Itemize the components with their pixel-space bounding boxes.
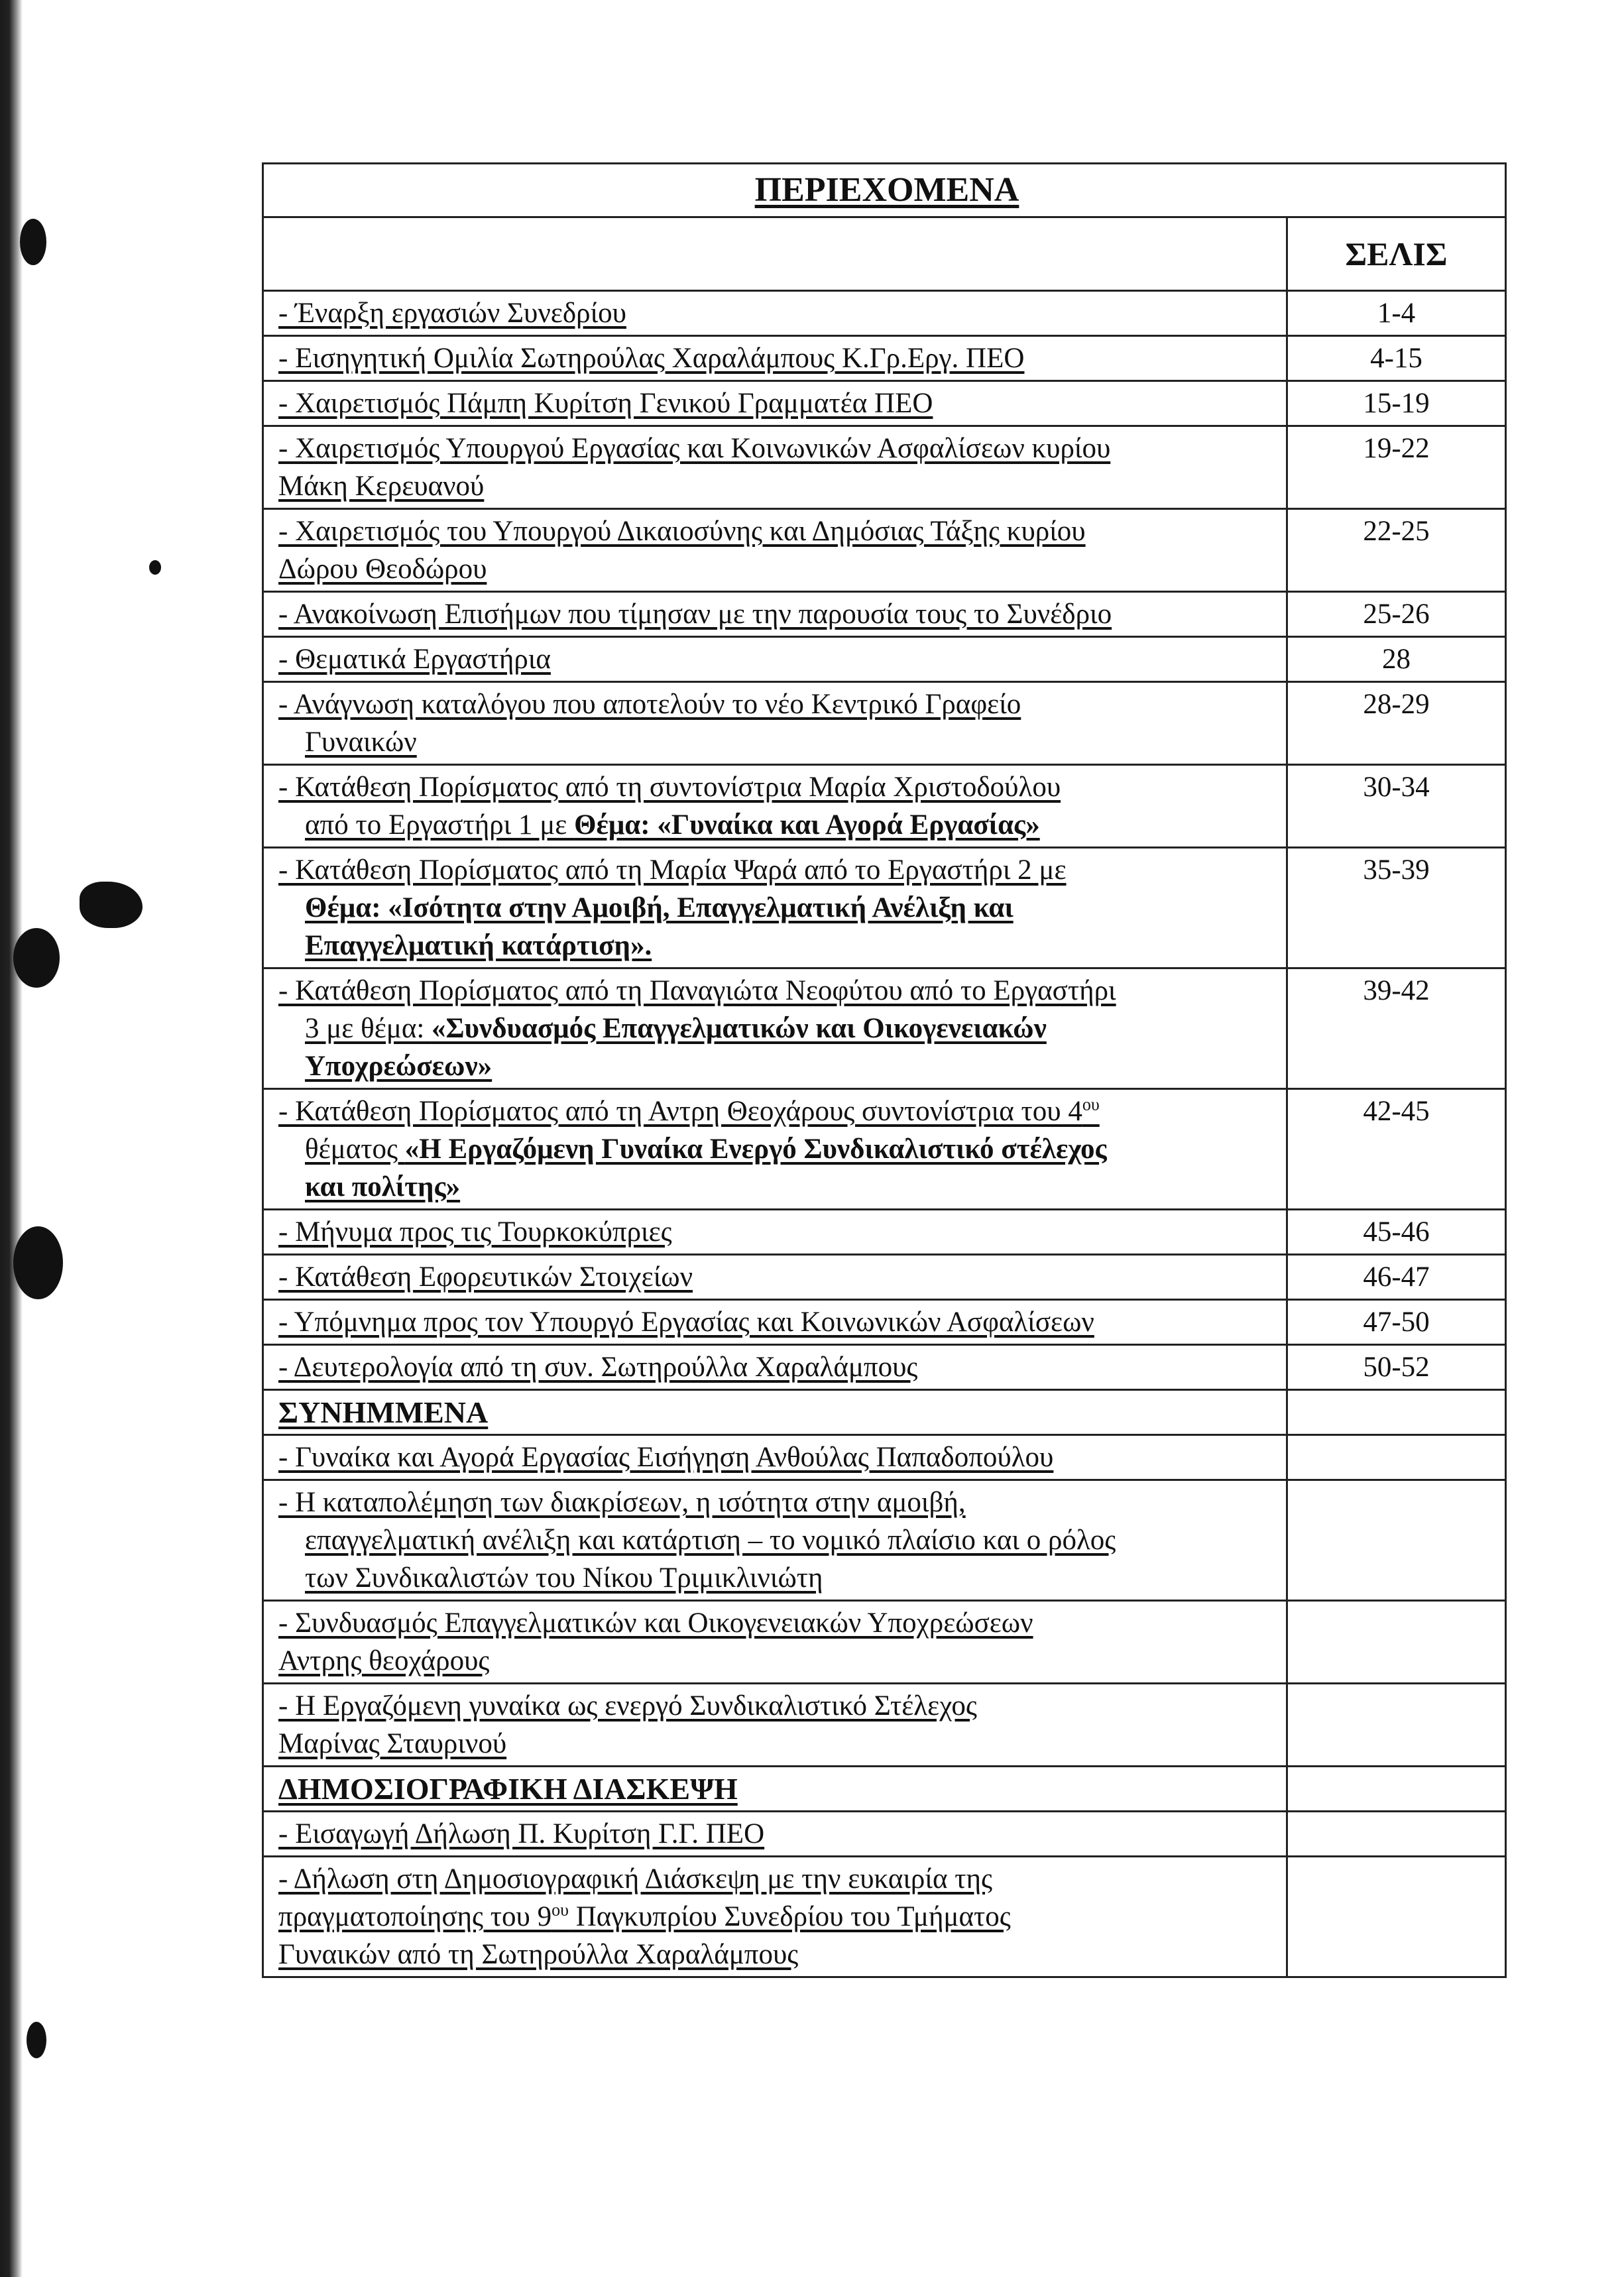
- entry-text: - Κατάθεση Πορίσματος από τη Μαρία Ψαρά από το Εργαστήρι 2 με: [278, 854, 1067, 886]
- entry-text: Δώρου Θεοδώρου: [278, 554, 487, 585]
- entry-topic: «Η Εργαζόμενη Γυναίκα Ενεργό Συνδικαλιστικό στέλεχος: [404, 1134, 1107, 1165]
- ordinal-suffix: ου: [1082, 1094, 1100, 1114]
- entry-text: θέματος: [305, 1134, 405, 1165]
- document-title: ΠΕΡΙΕΧΟΜΕΝΑ: [263, 164, 1506, 217]
- entry-pages: 30-34: [1287, 765, 1506, 848]
- entry-pages: 4-15: [1287, 336, 1506, 381]
- entry-text: - Εισηγητική Ομιλία Σωτηρούλας Χαραλάμπους Κ.Γρ.Εργ. ΠΕΟ: [278, 343, 1025, 374]
- toc-row: [263, 637, 1506, 682]
- toc-row: [263, 1857, 1506, 1977]
- entry-pages: 45-46: [1287, 1210, 1506, 1255]
- attachment-text: των Συνδικαλιστών του Νίκου Τριμικλινιώτη: [305, 1562, 823, 1594]
- entry-text: - Έναρξη εργασιών Συνεδρίου: [278, 298, 626, 329]
- toc-row: [263, 1255, 1506, 1300]
- entry-pages: 25-26: [1287, 592, 1506, 637]
- entry-text: 3 με θέμα:: [305, 1013, 432, 1044]
- ink-speck: [13, 1226, 63, 1299]
- entry-text: - Ανακοίνωση Επισήμων που τίμησαν με την παρουσία τους το Συνέδριο: [278, 599, 1112, 630]
- toc-row: [263, 291, 1506, 336]
- entry-text: - Ανάγνωση καταλόγου που αποτελούν το νέο Κεντρικό Γραφείο: [278, 689, 1021, 720]
- toc-row: [263, 848, 1506, 968]
- entry-text: - Μήνυμα προς τις Τουρκοκύπριες: [278, 1216, 672, 1248]
- entry-topic: Υποχρεώσεων»: [305, 1051, 493, 1082]
- attachment-text: - Η Εργαζόμενη γυναίκα ως ενεργό Συνδικαλιστικό Στέλεχος: [278, 1690, 977, 1722]
- entry-pages: 22-25: [1287, 509, 1506, 592]
- ink-speck: [27, 2022, 46, 2058]
- entry-topic: Θέμα: «Ισότητα στην Αμοιβή, Επαγγελματική Ανέλιξη και: [305, 892, 1014, 923]
- entry-text: Μάκη Κερευανού: [278, 471, 485, 502]
- press-text: Γυναικών από τη Σωτηρούλλα Χαραλάμπους: [278, 1939, 799, 1970]
- ordinal-suffix: ου: [551, 1900, 569, 1920]
- pages-header: ΣΕΛΙΣ: [1287, 217, 1506, 291]
- toc-row: [263, 1480, 1506, 1601]
- entry-text: - Υπόμνημα προς τον Υπουργό Εργασίας και Κοινωνικών Ασφαλίσεων: [278, 1307, 1094, 1338]
- entry-text: - Κατάθεση Πορίσματος από τη συντονίστρια Μαρία Χριστοδούλου: [278, 772, 1061, 803]
- attachment-text: - Η καταπολέμηση των διακρίσεων, η ισότητα στην αμοιβή,: [278, 1487, 966, 1518]
- toc-row: [263, 1345, 1506, 1390]
- entry-pages: 28-29: [1287, 682, 1506, 765]
- toc-row: [263, 426, 1506, 509]
- attachment-text: Αντρης θεοχάρους: [278, 1645, 490, 1676]
- toc-row: [263, 1089, 1506, 1210]
- entry-pages: 1-4: [1287, 291, 1506, 336]
- entry-text: - Δευτερολογία από τη συν. Σωτηρούλλα Χαραλάμπους: [278, 1352, 918, 1383]
- ink-speck: [20, 219, 46, 265]
- press-text: - Εισαγωγή Δήλωση Π. Κυρίτση Γ.Γ. ΠΕΟ: [278, 1818, 765, 1849]
- entry-pages: 39-42: [1287, 968, 1506, 1089]
- press-conference-heading: ΔΗΜΟΣΙΟΓΡΑΦΙΚΗ ΔΙΑΣΚΕΨΗ: [263, 1767, 1287, 1812]
- attachment-text: - Συνδυασμός Επαγγελματικών και Οικογενειακών Υποχρεώσεων: [278, 1607, 1033, 1639]
- toc-row: [263, 1435, 1506, 1480]
- ink-speck: [80, 882, 143, 928]
- entry-text: από το Εργαστήρι 1 με: [305, 809, 575, 841]
- toc-row: [263, 682, 1506, 765]
- toc-row: [263, 592, 1506, 637]
- section-heading-row: [263, 1390, 1506, 1435]
- toc-row: [263, 1684, 1506, 1767]
- toc-row: [263, 1210, 1506, 1255]
- entry-text: - Χαιρετισμός του Υπουργού Δικαιοσύνης και Δημόσιας Τάξης κυρίου: [278, 516, 1086, 547]
- attachment-text: Μαρίνας Σταυρινού: [278, 1728, 507, 1759]
- entry-pages: 47-50: [1287, 1300, 1506, 1345]
- ink-speck: [13, 928, 60, 988]
- toc-row: [263, 509, 1506, 592]
- entry-text: - Κατάθεση Πορίσματος από τη Αντρη Θεοχάρους συντονίστρια του 4: [278, 1096, 1082, 1127]
- attachment-text: επαγγελματική ανέλιξη και κατάρτιση – το νομικό πλαίσιο και ο ρόλος: [305, 1525, 1116, 1556]
- entry-text: - Χαιρετισμός Πάμπη Κυρίτση Γενικού Γραμματέα ΠΕΟ: [278, 388, 933, 419]
- table-of-contents: [262, 162, 1507, 1978]
- toc-row: [263, 336, 1506, 381]
- entry-pages: 46-47: [1287, 1255, 1506, 1300]
- entry-topic: «Συνδυασμός Επαγγελματικών και Οικογενειακών: [432, 1013, 1047, 1044]
- press-text: - Δήλωση στη Δημοσιογραφική Διάσκεψη με την ευκαιρία της: [278, 1863, 993, 1895]
- entry-text: - Χαιρετισμός Υπουργού Εργασίας και Κοινωνικών Ασφαλίσεων κυρίου: [278, 433, 1111, 464]
- section-heading-row: [263, 1767, 1506, 1812]
- entry-topic: και πολίτης»: [305, 1171, 461, 1202]
- toc-row: [263, 381, 1506, 426]
- press-text: Παγκυπρίου Συνεδρίου του Τμήματος: [568, 1901, 1011, 1932]
- binding-shadow: [0, 0, 23, 2277]
- ink-speck: [149, 560, 161, 575]
- attachments-heading: ΣΥΝΗΜΜΕΝΑ: [263, 1390, 1287, 1435]
- entry-pages: 42-45: [1287, 1089, 1506, 1210]
- entry-text: - Θεματικά Εργαστήρια: [278, 644, 551, 675]
- toc-row: [263, 968, 1506, 1089]
- entry-pages: 19-22: [1287, 426, 1506, 509]
- toc-row: [263, 1601, 1506, 1684]
- toc-row: [263, 1812, 1506, 1857]
- entry-pages: 50-52: [1287, 1345, 1506, 1390]
- toc-row: [263, 765, 1506, 848]
- entry-pages: 28: [1287, 637, 1506, 682]
- description-header: [263, 217, 1287, 291]
- entry-text: - Κατάθεση Πορίσματος από τη Παναγιώτα Νεοφύτου από το Εργαστήρι: [278, 975, 1116, 1006]
- toc-row: [263, 1300, 1506, 1345]
- press-text: πραγματοποίησης του 9: [278, 1901, 552, 1932]
- attachment-text: - Γυναίκα και Αγορά Εργασίας Εισήγηση Ανθούλας Παπαδοπούλου: [278, 1442, 1054, 1473]
- entry-pages: 15-19: [1287, 381, 1506, 426]
- entry-pages: 35-39: [1287, 848, 1506, 968]
- entry-topic: Θέμα: «Γυναίκα και Αγορά Εργασίας»: [574, 809, 1040, 841]
- entry-text: Γυναικών: [305, 727, 417, 758]
- entry-text: - Κατάθεση Εφορευτικών Στοιχείων: [278, 1261, 693, 1293]
- entry-topic: Επαγγελματική κατάρτιση».: [305, 930, 652, 961]
